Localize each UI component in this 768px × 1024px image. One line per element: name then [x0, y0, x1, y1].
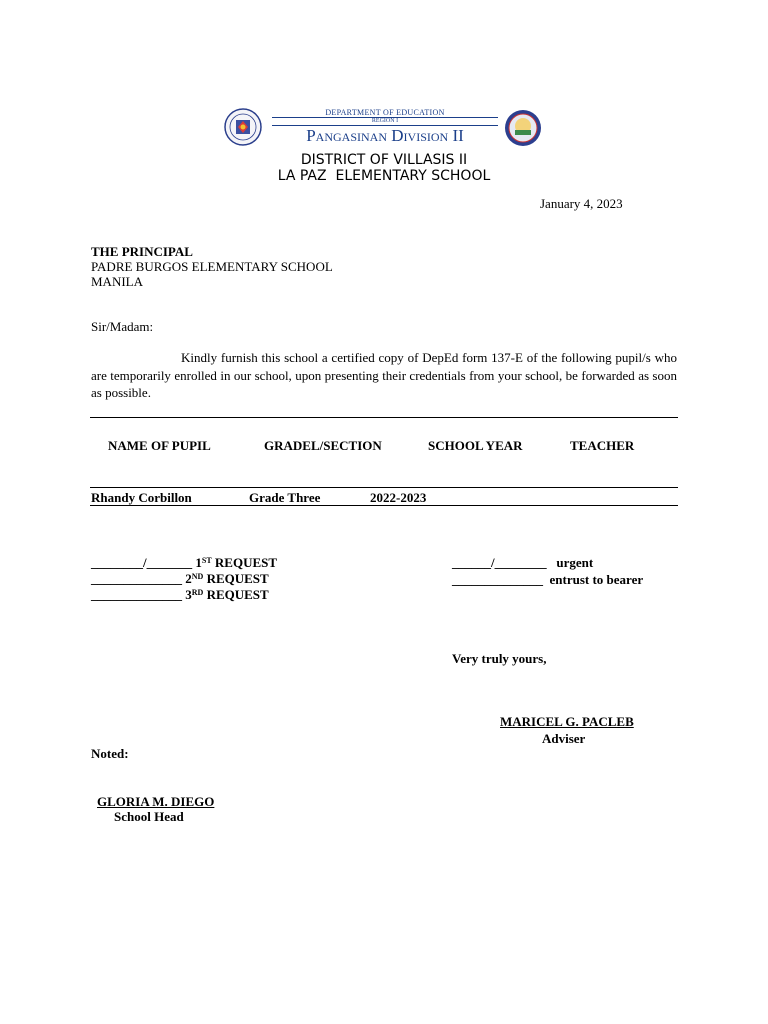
table-row-rule — [90, 505, 678, 506]
table-top-rule — [90, 417, 678, 418]
third-request-line: ______________ 3RD REQUEST — [91, 587, 269, 602]
recipient-title: THE PRINCIPAL — [91, 244, 193, 259]
recipient-city: MANILA — [91, 274, 143, 289]
adviser-role: Adviser — [542, 731, 586, 746]
noted-label: Noted: — [91, 746, 129, 761]
second-request-line: ______________ 2ND REQUEST — [91, 571, 269, 586]
school-head-name: GLORIA M. DIEGO — [97, 794, 215, 809]
department-title: DEPARTMENT OF EDUCATION — [325, 108, 445, 117]
pupil-year-cell: 2022-2023 — [370, 490, 427, 505]
letter-body: Kindly furnish this school a certified copy of DepEd form 137-E of the following pupil/s who are temporarily enrolled in our school, upon presenting their credentials from your school, be forwarded as soon as possible. — [91, 350, 677, 400]
division-seal — [504, 109, 542, 152]
division-seal-icon — [504, 109, 542, 147]
region-title: REGION I — [371, 118, 399, 124]
pupil-name-cell: Rhandy Corbillon — [91, 490, 192, 505]
column-header-year: SCHOOL YEAR — [428, 438, 523, 453]
column-header-name: NAME OF PUPIL — [108, 438, 211, 453]
adviser-name: MARICEL G. PACLEB — [500, 714, 634, 729]
closing-line: Very truly yours, — [452, 651, 547, 666]
urgent-option-line: ______/________ urgent — [452, 555, 594, 570]
entrust-option-line: ______________ entrust to bearer — [452, 572, 644, 587]
recipient-school: PADRE BURGOS ELEMENTARY SCHOOL — [91, 259, 333, 274]
letter-date: January 4, 2023 — [540, 196, 623, 211]
deped-seal — [224, 108, 262, 151]
column-header-teacher: TEACHER — [570, 438, 635, 453]
deped-seal-icon — [224, 108, 262, 146]
school-title: LA PAZ ELEMENTARY SCHOOL — [277, 168, 491, 184]
table-header-rule — [90, 487, 678, 488]
district-title: DISTRICT OF VILLASIS II — [300, 152, 468, 168]
first-request-line: ________/_______ 1ST REQUEST — [91, 555, 278, 570]
column-header-grade: GRADEL/SECTION — [264, 438, 382, 453]
salutation: Sir/Madam: — [91, 319, 154, 334]
school-head-role: School Head — [114, 809, 184, 824]
division-title: Pangasinan Division II — [306, 126, 464, 145]
pupil-grade-cell: Grade Three — [249, 490, 321, 505]
